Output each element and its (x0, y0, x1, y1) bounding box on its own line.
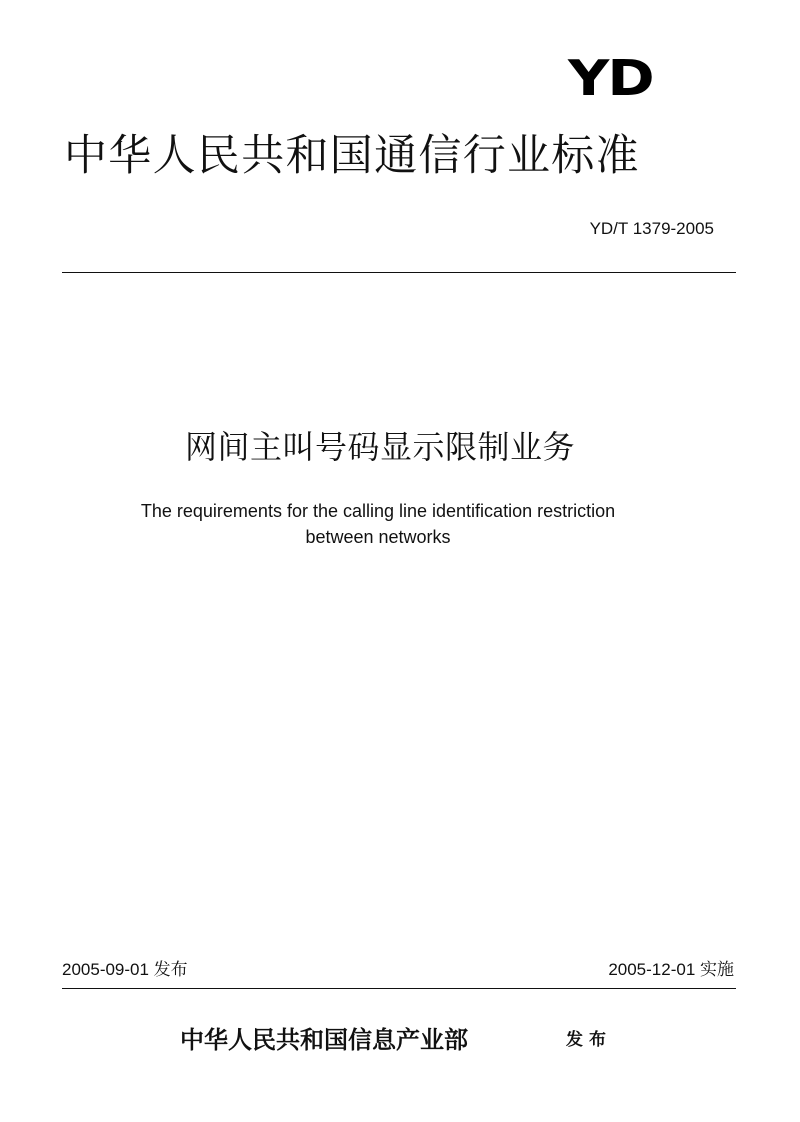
standard-category-title: 中华人民共和国通信行业标准 (64, 131, 640, 181)
release-date: 2005-09-01 发布 (62, 960, 188, 979)
document-title-english-line-1: The requirements for the calling line identification restriction (140, 501, 616, 521)
bottom-divider (62, 988, 736, 989)
document-title-english-line-2: between networks (305, 527, 451, 547)
issuing-authority: 中华人民共和国信息产业部 (180, 1025, 468, 1054)
top-divider (62, 272, 736, 273)
issuing-authority-suffix: 发布 (566, 1030, 612, 1050)
effective-date: 2005-12-01 实施 (608, 960, 734, 979)
standard-code: YD/T 1379-2005 (589, 219, 714, 238)
document-title-chinese: 网间主叫号码显示限制业务 (184, 428, 575, 466)
yd-logo: YD (568, 49, 653, 108)
